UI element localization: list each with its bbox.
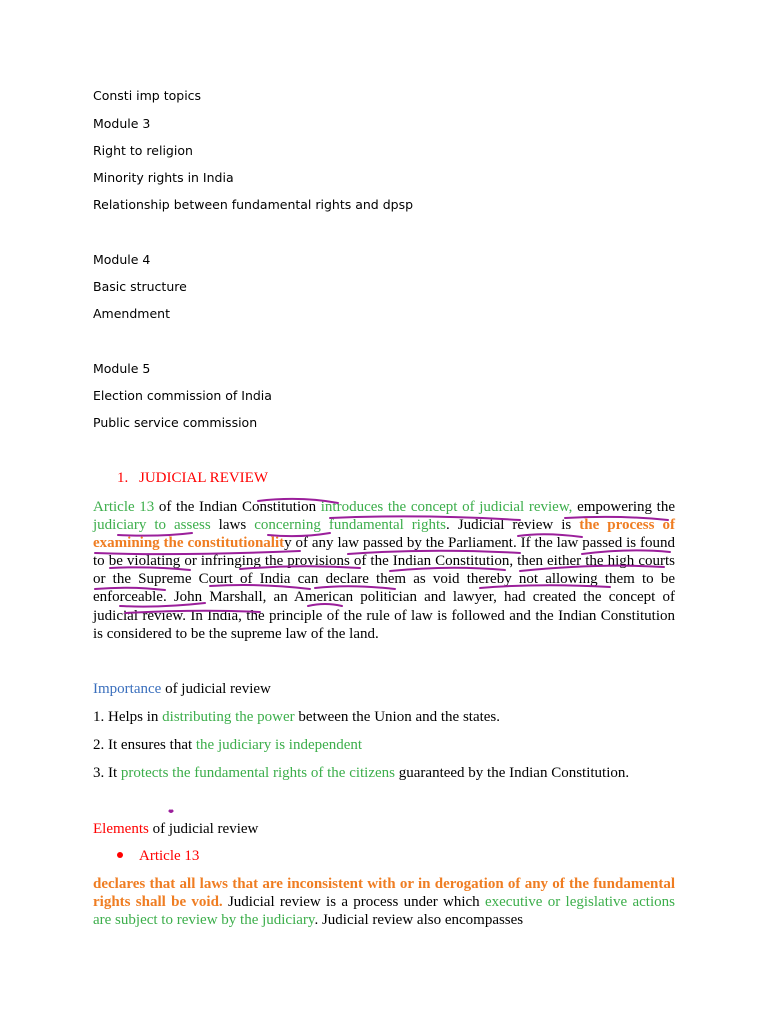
bullet-icon (117, 852, 123, 858)
topic-item: Right to religion (93, 143, 193, 158)
module-3-label: Module 3 (93, 116, 151, 131)
body-text: laws (210, 517, 255, 534)
importance-rest: of judicial review (161, 681, 271, 697)
importance-lead: Importance (93, 681, 162, 697)
ink-dot (170, 811, 172, 812)
section-number: 1. (117, 470, 129, 486)
topic-item: Public service commission (93, 415, 258, 430)
module-4-label: Module 4 (93, 252, 151, 267)
highlight-text: distributing the power (162, 709, 295, 725)
topic-item: Election commission of India (93, 388, 272, 403)
emphasis-text: the process of examining the constitutionalit (93, 517, 675, 552)
item-text: 2. It ensures that (93, 737, 196, 753)
item-text: 3. It (93, 765, 121, 781)
bullet-label: Article 13 (139, 848, 200, 864)
section-title: JUDICIAL REVIEW (139, 470, 269, 486)
importance-item (93, 708, 500, 726)
bullet-item (117, 847, 199, 865)
module-5-label: Module 5 (93, 361, 151, 376)
article13-paragraph (93, 875, 675, 929)
highlight-text: introduces the concept of judicial review, (320, 499, 573, 515)
section-heading (117, 469, 268, 487)
highlight-text: protects the fundamental rights of the citizens (120, 765, 396, 781)
doc-title: Consti imp topics (93, 88, 202, 103)
importance-heading (93, 680, 271, 698)
judicial-review-paragraph (93, 498, 675, 643)
topic-item: Basic structure (93, 279, 187, 294)
body-text: of the Indian Constitution (154, 499, 321, 515)
highlight-text: judiciary to assess (93, 517, 211, 534)
body-text: . Judicial review also encompasses (314, 912, 524, 929)
highlight-text: executive or legislative actions are subject to review by the judiciary (93, 894, 675, 929)
item-text: guaranteed by the Indian Constitution. (395, 765, 630, 781)
body-text: Judicial review is a process under which (222, 894, 485, 911)
topic-item: Relationship between fundamental rights and dpsp (93, 197, 414, 212)
emphasis-text: declares that all laws that are inconsistent with or in derogation of any of the fundamental rights shall be void. (93, 876, 675, 911)
highlight-text: Article 13 (93, 499, 155, 515)
highlight-text: concerning fundamental rights (254, 517, 446, 534)
topic-item: Minority rights in India (93, 170, 234, 185)
topic-item: Amendment (93, 306, 170, 321)
elements-rest: of judicial review (148, 821, 259, 837)
highlight-text: the judiciary is independent (195, 737, 363, 753)
body-text: empowering the (572, 499, 676, 515)
elements-heading (93, 820, 258, 838)
elements-lead: Elements (93, 821, 149, 837)
body-text: y of any law passed by the Parliament. If the law passed is found to be violating or infringing the provisions of the Indian Constitution, then either the high courts or the Supreme Court of India can declare them as void thereby not allowing them to be enforceable. John Marshall, an American politician and lawyer, had created the concept of judicial review. In India, the principle of the rule of law is followed and the Indian Constitution is considered to be the supreme law of the land. (93, 535, 675, 642)
importance-item (93, 736, 362, 754)
importance-item (93, 764, 629, 782)
item-text: between the Union and the states. (294, 709, 501, 725)
body-text: . Judicial review is (445, 517, 580, 534)
item-text: 1. Helps in (93, 709, 163, 725)
